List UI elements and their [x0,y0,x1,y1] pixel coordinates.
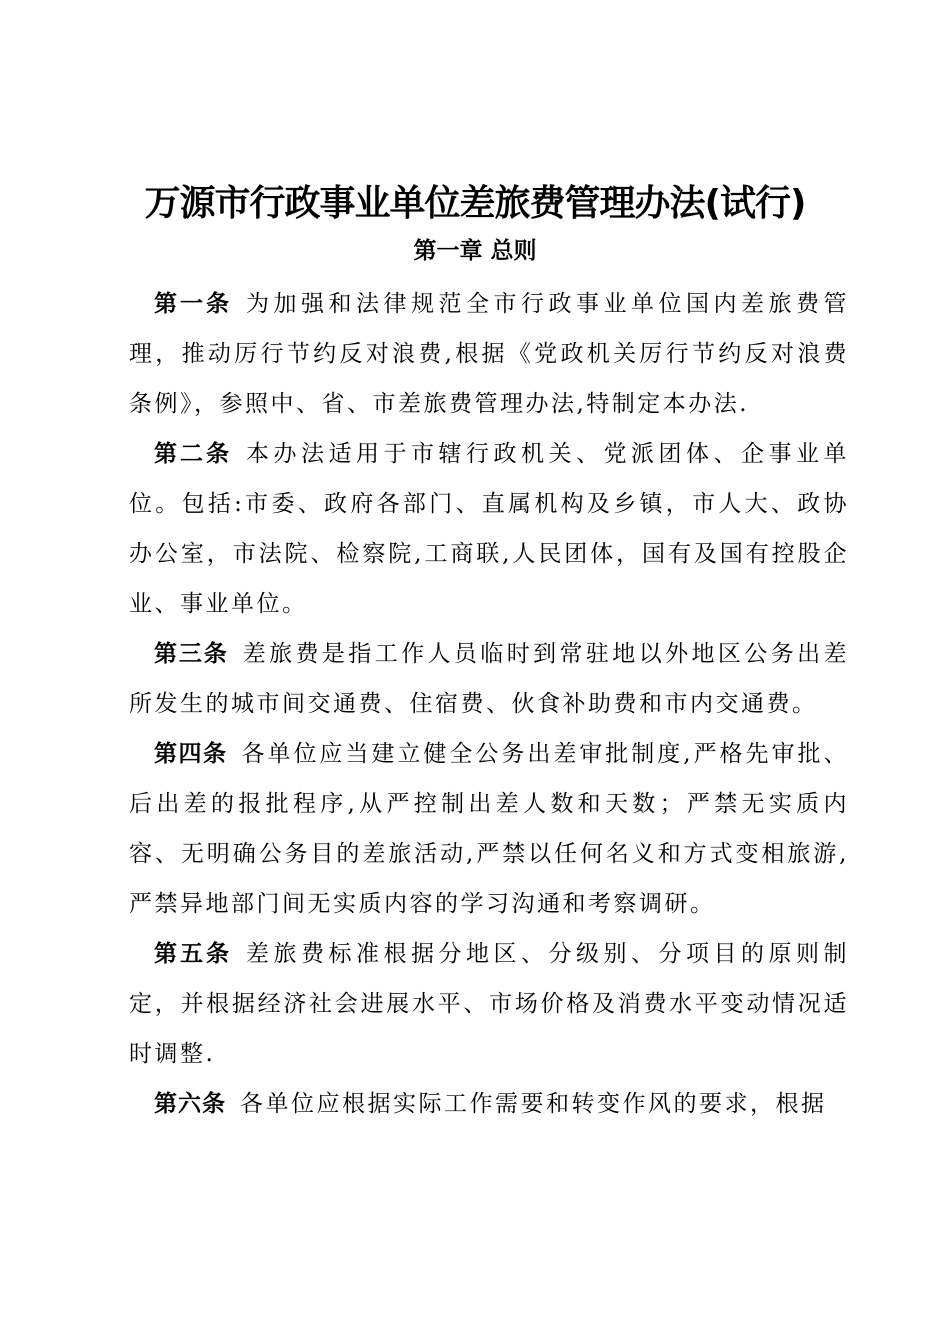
article-5 [129,929,849,1079]
chapter-title: 第一章 总则 [413,238,537,264]
article-6 [129,1079,849,1129]
article-1 [129,279,849,429]
article-number: 第四条 [154,741,228,767]
article-number: 第五条 [154,941,232,967]
article-text: 本办法适用于市辖行政机关、党派团体、企事业单位。包括:市委、政府各部门、直属机构及乡镇，市人大、政协办公室，市法院、检察院,工商联,人民团体，国有及国有控股企业、事业单位。 [129,441,849,617]
article-number: 第六条 [154,1091,226,1117]
article-4 [129,729,849,929]
article-3 [129,629,849,729]
article-number: 第三条 [154,641,229,667]
article-text: 各单位应当建立健全公务出差审批制度,严格先审批、后出差的报批程序,从严控制出差人数和天数；严禁无实质内容、无明确公务目的差旅活动,严禁以任何名义和方式变相旅游,严禁异地部门间无实质内容的学习沟通和考察调研。 [129,741,850,917]
article-text: 为加强和法律规范全市行政事业单位国内差旅费管理，推动厉行节约反对浪费,根据《党政机关厉行节约反对浪费条例》，参照中、省、市差旅费管理办法,特制定本办法. [129,291,849,417]
document-title: 万源市行政事业单位差旅费管理办法(试行) [144,183,806,224]
article-number: 第一条 [154,291,232,317]
article-text: 差旅费标准根据分地区、分级别、分项目的原则制定，并根据经济社会进展水平、市场价格及消费水平变动情况适时调整. [129,941,849,1067]
document-body [129,279,849,1129]
article-text: 各单位应根据实际工作需要和转变作风的要求，根据 [240,1091,827,1117]
article-2 [129,429,849,629]
article-text: 差旅费是指工作人员临时到常驻地以外地区公务出差所发生的城市间交通费、住宿费、伙食补助费和市内交通费。 [129,641,850,717]
article-number: 第二条 [154,441,232,467]
